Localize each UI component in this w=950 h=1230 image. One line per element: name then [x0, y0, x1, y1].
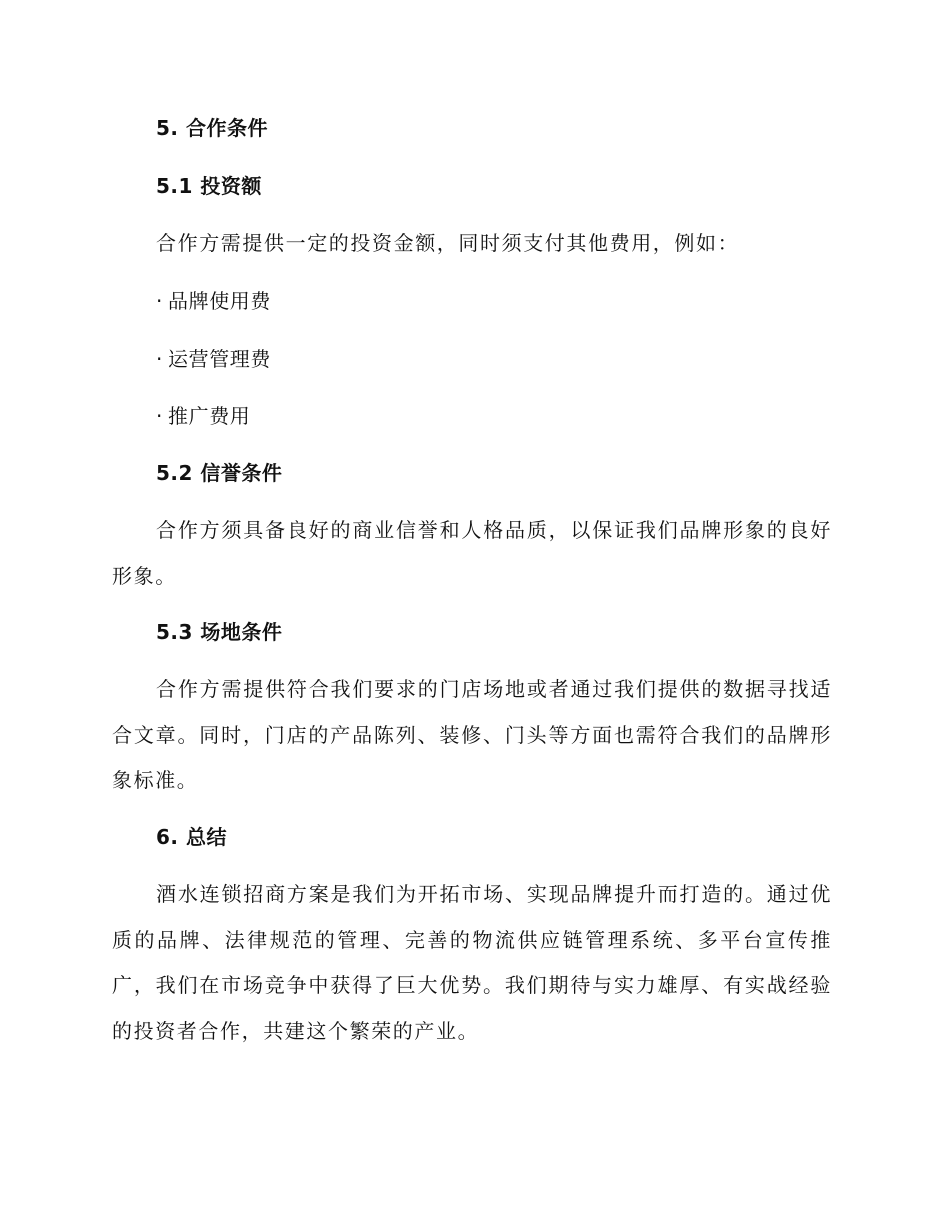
bullet-item-2 — [112, 345, 832, 373]
bullet-item-label: 推广费用 — [168, 404, 251, 428]
section-5-3-heading: 5.3 场地条件 — [156, 620, 283, 644]
bullet-dot: · — [156, 404, 163, 428]
bullet-item-3 — [112, 402, 832, 430]
section-5-1-heading: 5.1 投资额 — [156, 174, 262, 198]
section-6-paragraph: 酒水连锁招商方案是我们为开拓市场、实现品牌提升而打造的。通过优质的品牌、法律规范的管理、完善的物流供应链管理系统、多平台宣传推广，我们在市场竞争中获得了巨大优势。我们期待与实力雄厚、有实战经验的投资者合作，共建这个繁荣的产业。 — [112, 882, 832, 1043]
section-5-3-paragraph: 合作方需提供符合我们要求的门店场地或者通过我们提供的数据寻找适合文章。同时，门店的产品陈列、装修、门头等方面也需符合我们的品牌形象标准。 — [112, 677, 832, 792]
section-5-2-paragraph: 合作方须具备良好的商业信誉和人格品质，以保证我们品牌形象的良好形象。 — [112, 518, 832, 588]
section-5-2-heading: 5.2 信誉条件 — [156, 461, 283, 485]
bullet-item-label: 品牌使用费 — [168, 289, 271, 313]
bullet-dot: · — [156, 289, 163, 313]
bullet-item-1 — [112, 287, 832, 315]
section-6-heading: 6. 总结 — [156, 825, 227, 849]
bullet-dot: · — [156, 347, 163, 371]
section-5-heading: 5. 合作条件 — [156, 116, 268, 140]
section-5-1-intro: 合作方需提供一定的投资金额，同时须支付其他费用，例如： — [156, 231, 740, 255]
bullet-item-label: 运营管理费 — [168, 347, 271, 371]
